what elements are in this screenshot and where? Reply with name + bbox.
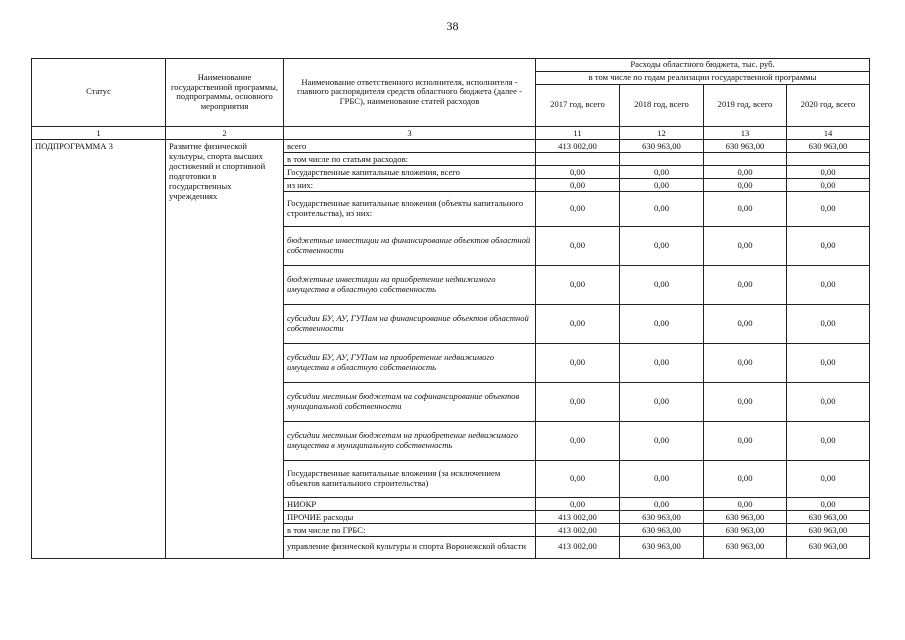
value-2020: 630 963,00 (787, 510, 870, 523)
value-2019: 0,00 (704, 343, 787, 382)
value-2018: 0,00 (620, 226, 704, 265)
column-number: 13 (704, 126, 787, 139)
value-2017: 413 002,00 (536, 523, 620, 536)
value-2018: 630 963,00 (620, 523, 704, 536)
value-2020: 0,00 (787, 191, 870, 226)
value-2019: 0,00 (704, 226, 787, 265)
value-2018: 0,00 (620, 304, 704, 343)
row-label: управление физической культуры и спорта Воронежской области (284, 536, 536, 558)
value-2019 (704, 152, 787, 165)
row-label: НИОКР (284, 497, 536, 510)
page-number: 38 (446, 19, 459, 33)
header-status: Статус (32, 59, 166, 127)
header-budget-group: Расходы областного бюджета, тыс. руб. (536, 59, 870, 72)
header-year-2019: 2019 год, всего (704, 84, 787, 126)
column-number: 14 (787, 126, 870, 139)
value-2018: 0,00 (620, 191, 704, 226)
value-2019: 630 963,00 (704, 523, 787, 536)
row-label: бюджетные инвестиции на финансирование объектов областной собственности (284, 226, 536, 265)
column-number: 12 (620, 126, 704, 139)
row-label: Государственные капитальные вложения (за исключением объектов капитального строительства) (284, 460, 536, 497)
value-2020 (787, 152, 870, 165)
value-2019: 630 963,00 (704, 510, 787, 523)
row-label: ПРОЧИЕ расходы (284, 510, 536, 523)
value-2018: 630 963,00 (620, 536, 704, 558)
column-number: 11 (536, 126, 620, 139)
value-2017: 0,00 (536, 382, 620, 421)
value-2017: 0,00 (536, 165, 620, 178)
header-executor: Наименование ответственного исполнителя, исполнителя - главного распорядителя средств областного бюджета (далее - ГРБС), наименование статей расходов (284, 59, 536, 127)
value-2018: 630 963,00 (620, 510, 704, 523)
program-cell: Развитие физической культуры, спорта высших достижений и спортивной подготовки в государственных учреждениях (166, 139, 284, 558)
value-2017: 0,00 (536, 421, 620, 460)
row-label: всего (284, 139, 536, 152)
value-2020: 0,00 (787, 178, 870, 191)
row-label: из них: (284, 178, 536, 191)
value-2020: 0,00 (787, 460, 870, 497)
value-2017: 413 002,00 (536, 510, 620, 523)
value-2019: 0,00 (704, 178, 787, 191)
value-2019: 0,00 (704, 382, 787, 421)
value-2017: 413 002,00 (536, 536, 620, 558)
value-2020: 0,00 (787, 497, 870, 510)
row-label: в том числе по статьям расходов: (284, 152, 536, 165)
value-2019: 630 963,00 (704, 536, 787, 558)
value-2017: 0,00 (536, 226, 620, 265)
status-cell: ПОДПРОГРАММА 3 (32, 139, 166, 558)
header-year-2017: 2017 год, всего (536, 84, 620, 126)
row-label: субсидии БУ, АУ, ГУПам на финансирование объектов областной собственности (284, 304, 536, 343)
value-2019: 630 963,00 (704, 139, 787, 152)
value-2020: 0,00 (787, 343, 870, 382)
value-2019: 0,00 (704, 497, 787, 510)
value-2017: 0,00 (536, 460, 620, 497)
budget-table (31, 58, 870, 559)
value-2017 (536, 152, 620, 165)
value-2017: 413 002,00 (536, 139, 620, 152)
value-2018: 0,00 (620, 165, 704, 178)
column-number-row (32, 126, 870, 139)
value-2018: 0,00 (620, 178, 704, 191)
value-2018: 0,00 (620, 497, 704, 510)
value-2018: 0,00 (620, 460, 704, 497)
value-2017: 0,00 (536, 191, 620, 226)
row-label: субсидии местным бюджетам на софинансирование объектов муниципальной собственности (284, 382, 536, 421)
value-2019: 0,00 (704, 460, 787, 497)
column-number: 3 (284, 126, 536, 139)
value-2020: 0,00 (787, 304, 870, 343)
value-2019: 0,00 (704, 304, 787, 343)
row-label: субсидии БУ, АУ, ГУПам на приобретение недвижимого имущества в областную собственность (284, 343, 536, 382)
value-2017: 0,00 (536, 265, 620, 304)
value-2020: 630 963,00 (787, 523, 870, 536)
row-label: Государственные капитальные вложения, всего (284, 165, 536, 178)
value-2019: 0,00 (704, 165, 787, 178)
value-2020: 0,00 (787, 421, 870, 460)
column-number: 2 (166, 126, 284, 139)
header-year-2018: 2018 год, всего (620, 84, 704, 126)
value-2017: 0,00 (536, 178, 620, 191)
value-2019: 0,00 (704, 191, 787, 226)
header-year-2020: 2020 год, всего (787, 84, 870, 126)
value-2019: 0,00 (704, 421, 787, 460)
row-label: в том числе по ГРБС: (284, 523, 536, 536)
value-2017: 0,00 (536, 497, 620, 510)
value-2017: 0,00 (536, 343, 620, 382)
column-number: 1 (32, 126, 166, 139)
value-2020: 630 963,00 (787, 139, 870, 152)
table-row (32, 139, 870, 152)
value-2018: 0,00 (620, 343, 704, 382)
header-years-group: в том числе по годам реализации государственной программы (536, 71, 870, 84)
value-2020: 630 963,00 (787, 536, 870, 558)
row-label: бюджетные инвестиции на приобретение недвижимого имущества в областную собственность (284, 265, 536, 304)
value-2018: 0,00 (620, 382, 704, 421)
value-2019: 0,00 (704, 265, 787, 304)
value-2018: 0,00 (620, 421, 704, 460)
value-2020: 0,00 (787, 226, 870, 265)
row-label: субсидии местным бюджетам на приобретение недвижимого имущества в муниципальную собственность (284, 421, 536, 460)
value-2017: 0,00 (536, 304, 620, 343)
value-2018 (620, 152, 704, 165)
value-2020: 0,00 (787, 265, 870, 304)
value-2018: 0,00 (620, 265, 704, 304)
header-program-name: Наименование государственной программы, подпрограммы, основного мероприятия (166, 59, 284, 127)
value-2018: 630 963,00 (620, 139, 704, 152)
value-2020: 0,00 (787, 382, 870, 421)
row-label: Государственные капитальные вложения (объекты капитального строительства), из них: (284, 191, 536, 226)
value-2020: 0,00 (787, 165, 870, 178)
